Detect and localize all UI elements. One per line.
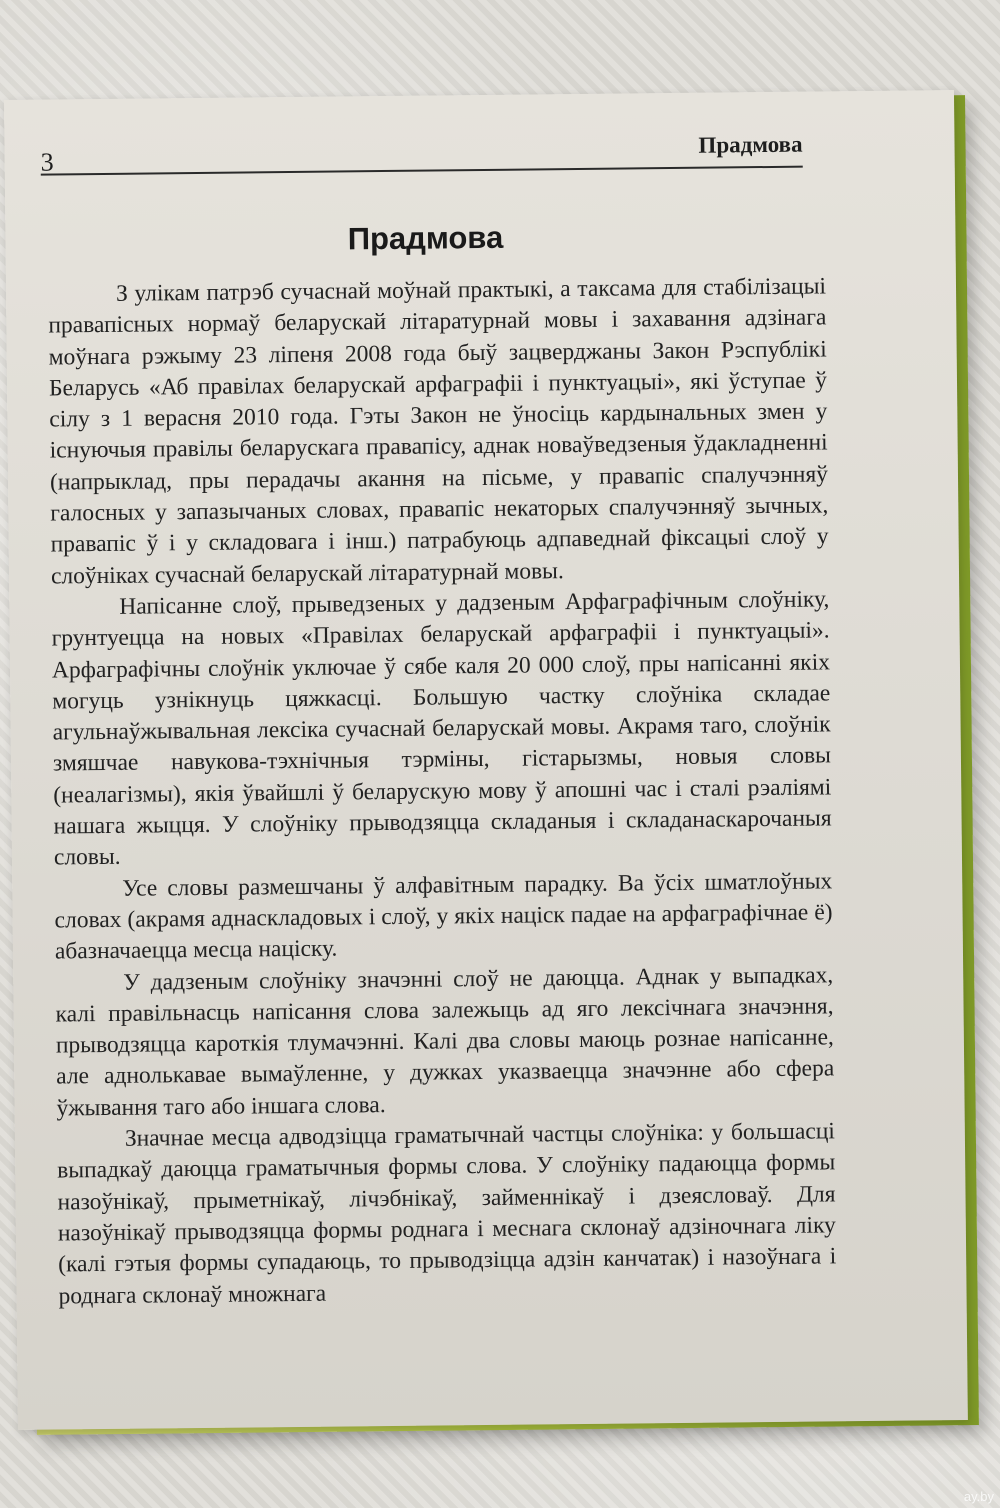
book-page <box>4 90 968 1430</box>
page-title: Прадмова <box>347 219 504 257</box>
page-number: 3 <box>40 147 54 177</box>
watermark: ay.by <box>963 1489 994 1504</box>
paragraph: Напісанне слоў, прыведзеных у дадзеным Арфаграфічным слоўніку, грунтуецца на новых «Правілах беларускай арфаграфіі і пунктуацыі». Арфаграфічны слоўнік уключае ў сябе каля 20 000 слоў, пры напісанні якіх могуць узнікнуць цяжкасці. Большую частку слоўніка складае агульнаўжывальная лексіка сучаснай беларускай мовы. Акрамя таго, слоўнік змяшчае навукова-тэхнічныя тэрміны, гістарызмы, новыя словы (неалагізмы), якія ўвайшлі ў беларускую мову ў апошні час і сталі рэаліямі нашага жыцця. У слоўніку прыводзяцца складаныя і складанаскарочаныя словы. <box>51 586 832 871</box>
paragraph: З улікам патрэб сучаснай моўнай практыкі, а таксама для стабілізацыі правапісных нормаў беларускай літаратурнай мовы і захавання адзінага моўнага рэжыму 23 ліпеня 2008 года быў зацверджаны Закон Рэспублікі Беларусь «Аб правілах беларускай арфаграфіі і пунктуацыі», які ўступае ў сілу з 1 верасня 2010 года. Гэты Закон не ўносіць кардынальных змен у існуючыя правілы беларускага правапісу, аднак новаўведзеныя ўдакладненні (напрыклад, пры перадачы акання на пісьме, у правапіс спалучэнняў галосных у запазычаных словах, правапіс некаторых спалучэнняў зычных, правапіс ў і у складовага і інш.) патрабуюць адпаведнай фіксацыі слоў у слоўніках сучаснай беларускай літаратурнай мовы. <box>48 273 829 590</box>
body-text <box>48 271 837 1312</box>
running-head: Прадмова <box>698 131 803 158</box>
paragraph: Значнае месца адводзіцца граматычнай частцы слоўніка: у большасці выпадкаў даюцца граматычныя формы слова. У слоўніку падаюцца формы назоўнікаў, прыметнікаў, лічэбнікаў, займеннікаў і дзеясловаў. Для назоўнікаў прыводзяцца формы роднага і меснага склонаў адзіночнага ліку (калі гэтыя формы супадаюць, то прыводзіцца адзін канчатак) і назоўнага і роднага склонаў множнага <box>57 1118 837 1309</box>
page-header <box>40 131 803 177</box>
paragraph: Усе словы размешчаны ў алфавітным парадку. Ва ўсіх шматлоўных словах (акрамя аднаскладовых і слоў, у якіх націск падае на арфаграфічнае ё) абазначаецца месца націску. <box>54 868 833 965</box>
paragraph: У дадзеным слоўніку значэнні слоў не даюцца. Аднак у выпадках, калі правільнасць напісання слова залежыць ад яго лексічнага значэння, прыводзяцца кароткія тлумачэнні. Калі два словы маюць рознае напісанне, але аднолькавае вымаўленне, у дужках указваецца значэнне або сфера ўжывання таго або іншага слова. <box>55 961 835 1122</box>
